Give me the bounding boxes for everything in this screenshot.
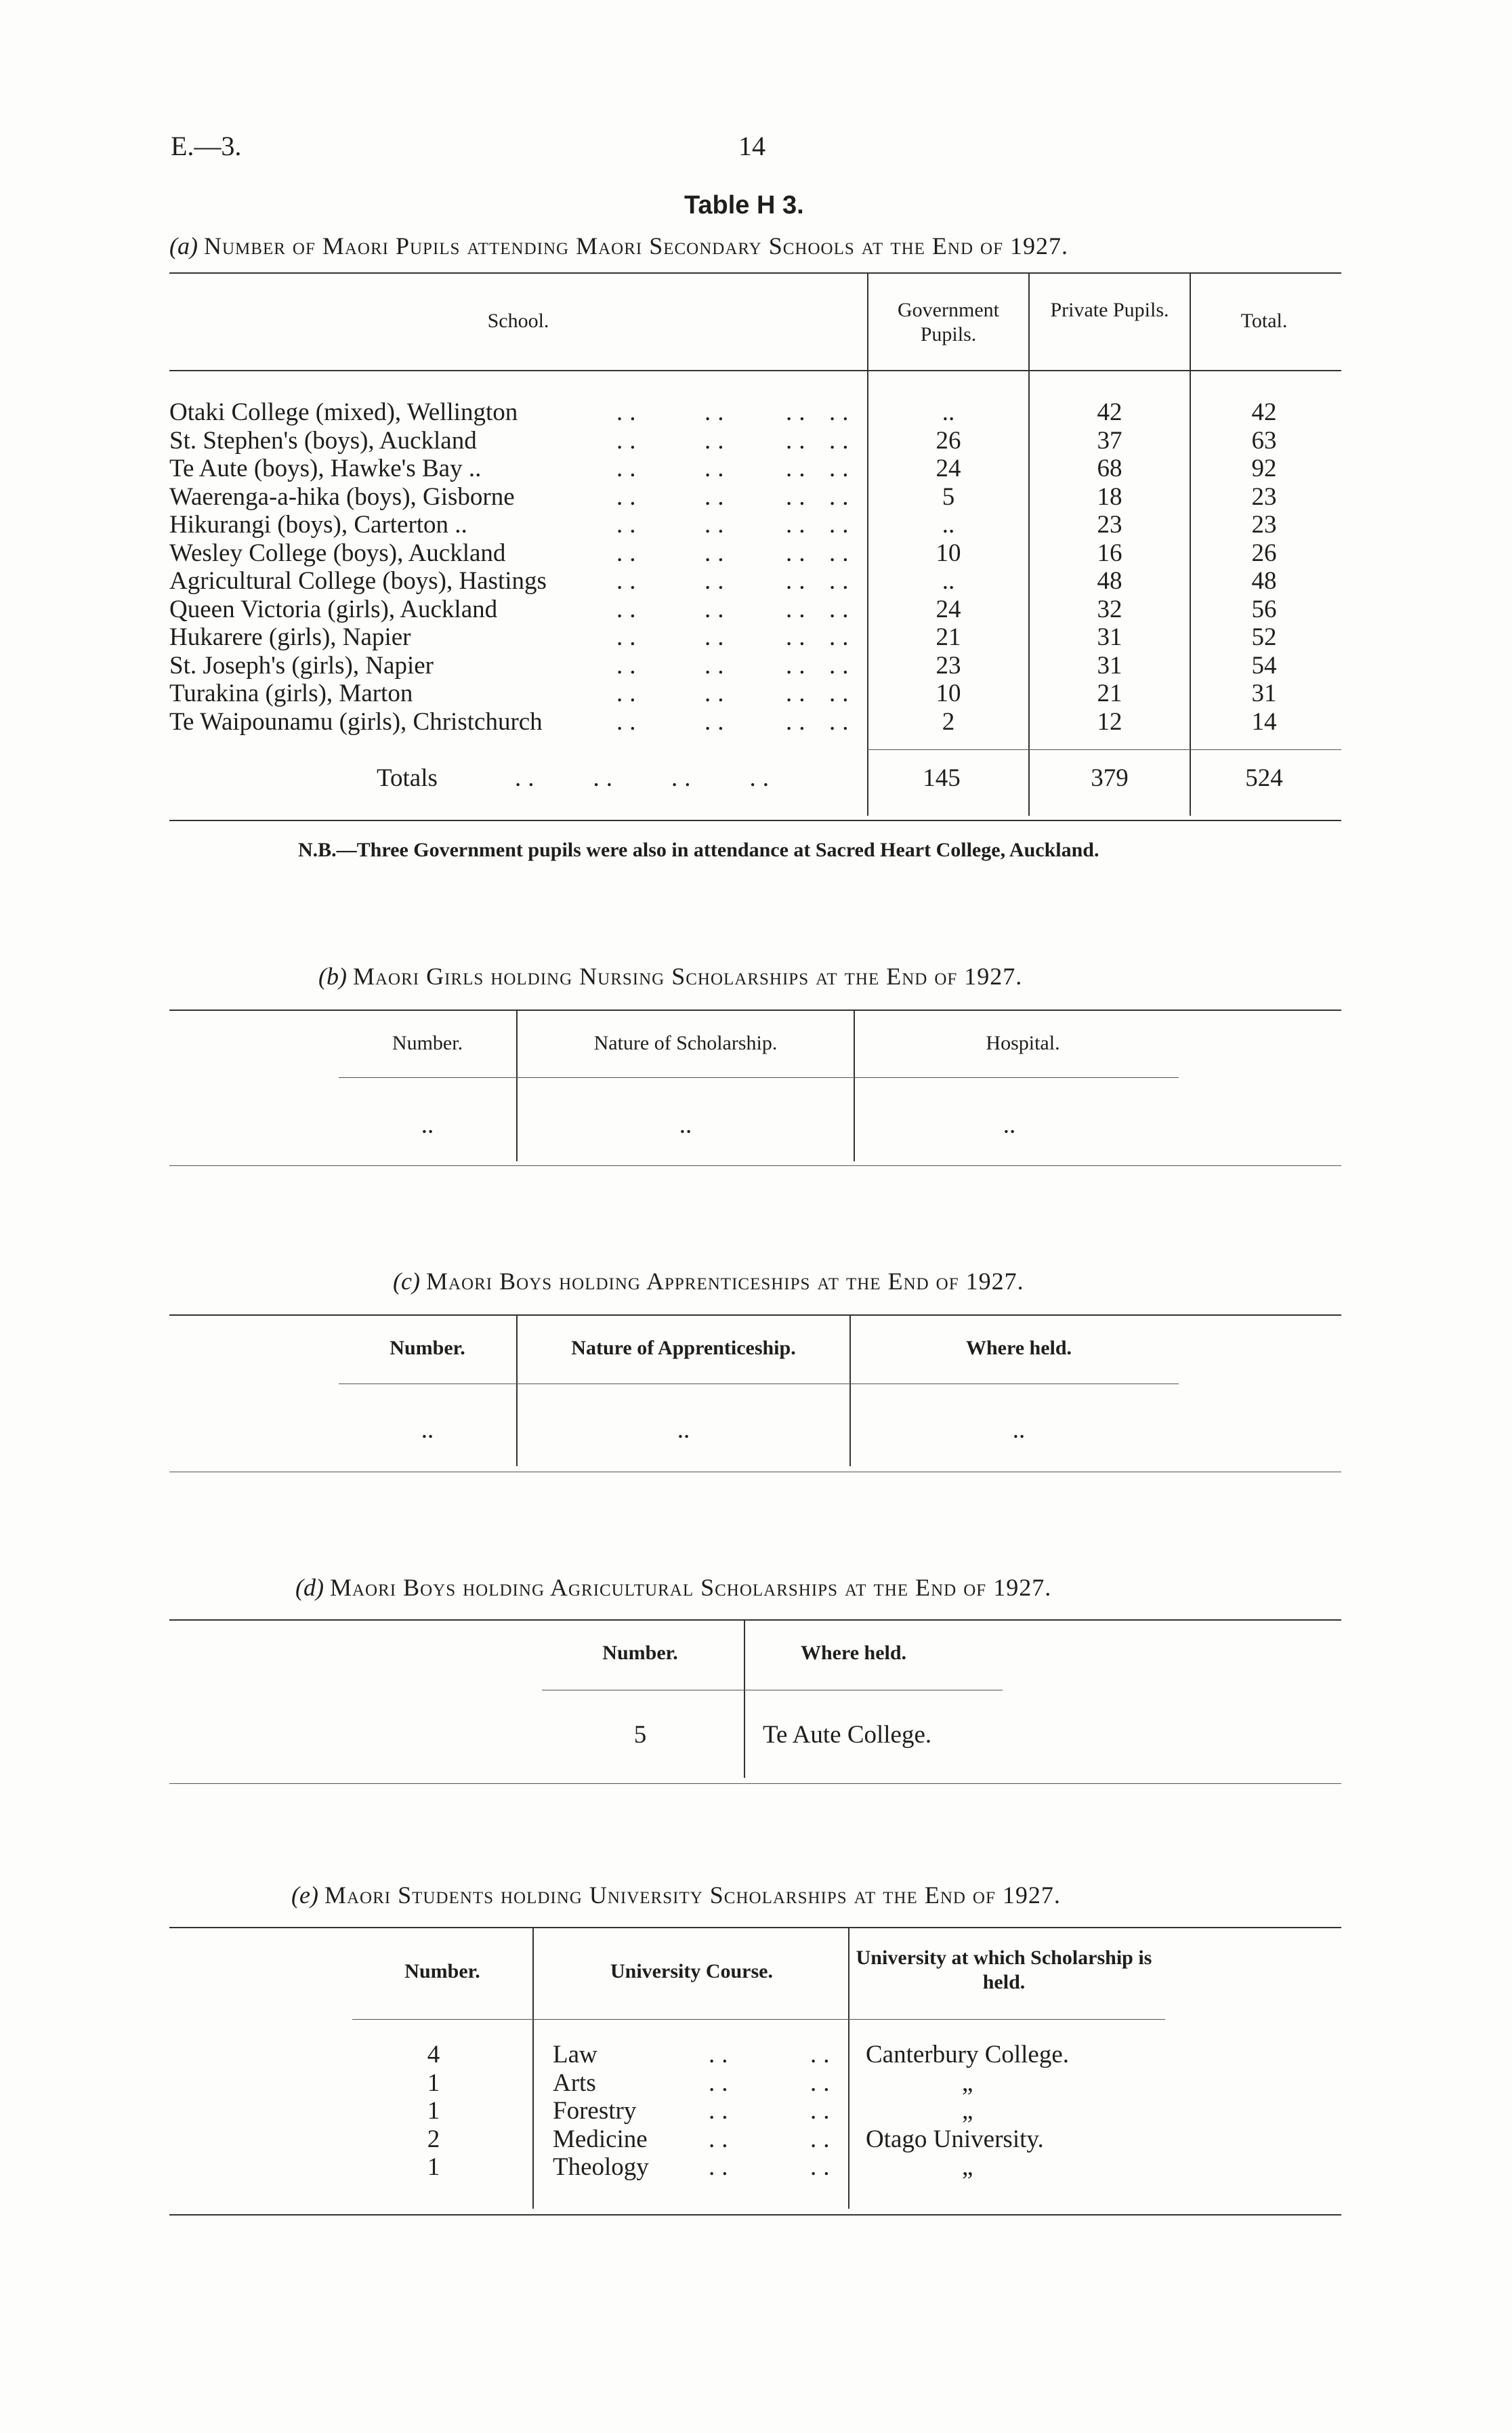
table-a-prefix: (a) bbox=[169, 232, 198, 259]
leader-dots: .. bbox=[786, 651, 812, 680]
table-b-hospital: .. bbox=[1003, 1111, 1016, 1139]
leader-dots: .. bbox=[810, 2097, 837, 2125]
leader-dots: .. bbox=[829, 455, 856, 482]
table-d-top-rule bbox=[169, 1619, 1341, 1621]
leader-dots: .. bbox=[786, 426, 812, 455]
leader-dots: .. bbox=[709, 2041, 735, 2068]
scholar-count: 2 bbox=[427, 2125, 440, 2153]
table-b-header-number: Number. bbox=[392, 1032, 463, 1054]
table-row bbox=[0, 623, 1512, 652]
private-pupils: 37 bbox=[1097, 426, 1122, 455]
table-d-header-number: Number. bbox=[602, 1642, 678, 1664]
page-number: 14 bbox=[738, 131, 765, 161]
leader-dots: .. bbox=[709, 2153, 735, 2181]
table-row bbox=[0, 2097, 1512, 2125]
scholar-count: 1 bbox=[427, 2153, 440, 2181]
leader-dots: .. bbox=[829, 680, 856, 707]
leader-dots: .. bbox=[616, 623, 643, 651]
table-a-header-rule bbox=[169, 370, 1341, 371]
table-d-title bbox=[295, 1573, 1051, 1602]
table-a-totals-row bbox=[0, 764, 1512, 793]
leader-dots: .. bbox=[616, 426, 643, 455]
leader-dots: .. bbox=[705, 426, 731, 455]
table-a-totals-rule bbox=[867, 749, 1341, 750]
table-c-title-text: Maori Boys holding Apprenticeships at the End of 1927. bbox=[425, 1268, 1024, 1295]
table-c-title bbox=[393, 1267, 1024, 1295]
table-b-prefix: (b) bbox=[318, 963, 347, 990]
table-a-top-rule bbox=[169, 272, 1341, 274]
school-name: Te Waipounamu (girls), Christchurch bbox=[169, 707, 543, 736]
leader-dots: .. bbox=[705, 567, 731, 595]
table-row bbox=[0, 2125, 1512, 2154]
totals-label: Totals bbox=[377, 764, 438, 792]
table-b-top-rule bbox=[169, 1010, 1341, 1011]
school-name: Agricultural College (boys), Hastings bbox=[169, 567, 547, 595]
header-government-pupils: Government Pupils. bbox=[898, 299, 999, 346]
leader-dots: .. bbox=[829, 623, 856, 651]
table-e-title-text: Maori Students holding University Scholarships at the End of 1927. bbox=[324, 1881, 1061, 1909]
leader-dots: .. bbox=[829, 595, 856, 623]
table-a-title bbox=[169, 232, 1068, 260]
table-a-col-rule bbox=[1028, 274, 1030, 370]
table-row bbox=[0, 680, 1512, 708]
government-pupils: 21 bbox=[936, 623, 961, 651]
table-d-where: Te Aute College. bbox=[763, 1721, 932, 1749]
leader-dots: .. bbox=[786, 707, 812, 736]
total-pupils: 92 bbox=[1251, 455, 1277, 482]
table-row bbox=[0, 2153, 1512, 2182]
table-e-top-rule bbox=[169, 1927, 1341, 1928]
table-a-col-rule bbox=[1190, 274, 1191, 370]
total-pupils: 23 bbox=[1251, 482, 1277, 511]
table-d-prefix: (d) bbox=[295, 1574, 324, 1601]
table-b-header-rule bbox=[339, 1077, 1179, 1078]
leader-dots: .. bbox=[786, 398, 812, 426]
table-row bbox=[0, 398, 1512, 427]
total-pupils: 26 bbox=[1251, 539, 1277, 567]
university-name: „ bbox=[962, 2097, 973, 2125]
leader-dots: .. bbox=[786, 680, 812, 707]
total-pupils: 63 bbox=[1251, 426, 1277, 455]
leader-dots: .. bbox=[616, 455, 643, 482]
table-b-header-nature: Nature of Scholarship. bbox=[593, 1032, 778, 1054]
school-name: Hukarere (girls), Napier bbox=[169, 623, 411, 651]
university-course: Medicine bbox=[553, 2125, 648, 2153]
leader-dots: .. bbox=[616, 651, 643, 680]
totals-government: 145 bbox=[923, 764, 961, 792]
table-c-prefix: (c) bbox=[393, 1268, 420, 1295]
university-name: Canterbury College. bbox=[866, 2041, 1070, 2068]
leader-dots: .. bbox=[786, 482, 812, 511]
totals-total: 524 bbox=[1245, 764, 1283, 792]
table-b-row bbox=[0, 1111, 1512, 1140]
school-name: Otaki College (mixed), Wellington bbox=[169, 398, 518, 426]
leader-dots: .. bbox=[829, 651, 856, 680]
leader-dots: .. bbox=[786, 595, 812, 623]
school-name: St. Joseph's (girls), Napier bbox=[169, 651, 434, 680]
school-name: Hikurangi (boys), Carterton .. bbox=[169, 511, 467, 539]
table-e-title bbox=[291, 1881, 1061, 1909]
table-a-col-rule bbox=[867, 274, 868, 370]
total-pupils: 42 bbox=[1251, 398, 1277, 426]
school-name: Waerenga-a-hika (boys), Gisborne bbox=[169, 482, 515, 511]
leader-dots: .. .. .. .. bbox=[515, 764, 776, 792]
table-c-header-number: Number. bbox=[390, 1337, 465, 1359]
school-name: Wesley College (boys), Auckland bbox=[169, 539, 506, 567]
government-pupils: 10 bbox=[936, 539, 961, 567]
table-c-number: .. bbox=[421, 1416, 434, 1444]
header-school: School. bbox=[487, 310, 549, 332]
table-e-bottom-rule bbox=[169, 2214, 1341, 2216]
leader-dots: .. bbox=[705, 623, 731, 651]
leader-dots: .. bbox=[709, 2097, 735, 2125]
leader-dots: .. bbox=[616, 511, 643, 539]
table-d-number: 5 bbox=[633, 1721, 647, 1749]
table-e-header-number: Number. bbox=[404, 1960, 480, 1982]
leader-dots: .. bbox=[616, 707, 643, 736]
table-b-header-hospital: Hospital. bbox=[986, 1032, 1060, 1054]
table-row bbox=[0, 511, 1512, 539]
government-pupils: .. bbox=[942, 398, 955, 426]
total-pupils: 52 bbox=[1251, 623, 1277, 651]
total-pupils: 14 bbox=[1251, 707, 1277, 736]
leader-dots: .. bbox=[810, 2041, 837, 2068]
private-pupils: 48 bbox=[1097, 567, 1122, 595]
scholar-count: 1 bbox=[427, 2068, 440, 2097]
table-d-col-rule bbox=[744, 1621, 745, 1778]
leader-dots: .. bbox=[705, 680, 731, 707]
government-pupils: 23 bbox=[936, 651, 961, 680]
table-d-bottom-rule bbox=[169, 1783, 1341, 1784]
table-d-row bbox=[0, 1721, 1512, 1749]
leader-dots: .. bbox=[829, 567, 856, 595]
leader-dots: .. bbox=[810, 2068, 837, 2097]
table-c-header-where: Where held. bbox=[965, 1337, 1072, 1359]
table-a-note: N.B.—Three Government pupils were also in attendance at Sacred Heart College, Auckland. bbox=[298, 839, 1099, 861]
table-e-header-rule bbox=[352, 2019, 1165, 2020]
table-row bbox=[0, 539, 1512, 568]
university-name: Otago University. bbox=[866, 2125, 1044, 2153]
header-private-pupils: Private Pupils. bbox=[1050, 299, 1169, 321]
leader-dots: .. bbox=[616, 482, 643, 511]
private-pupils: 31 bbox=[1097, 651, 1122, 680]
private-pupils: 68 bbox=[1097, 455, 1122, 482]
total-pupils: 23 bbox=[1251, 511, 1277, 539]
table-a-bottom-rule bbox=[169, 820, 1341, 821]
leader-dots: .. bbox=[705, 482, 731, 511]
school-name: Turakina (girls), Marton bbox=[169, 680, 413, 707]
table-row bbox=[0, 708, 1512, 736]
leader-dots: .. bbox=[616, 398, 643, 426]
university-course: Forestry bbox=[553, 2097, 637, 2125]
table-row bbox=[0, 2041, 1512, 2069]
table-e-header-university: University at which Scholarship is held. bbox=[856, 1947, 1152, 1993]
private-pupils: 16 bbox=[1097, 539, 1122, 567]
leader-dots: .. bbox=[786, 567, 812, 595]
private-pupils: 23 bbox=[1097, 511, 1122, 539]
table-title: Table H 3. bbox=[684, 191, 804, 220]
leader-dots: .. bbox=[829, 511, 856, 539]
total-pupils: 48 bbox=[1251, 567, 1277, 595]
leader-dots: .. bbox=[786, 455, 812, 482]
leader-dots: .. bbox=[810, 2153, 837, 2181]
scholar-count: 1 bbox=[427, 2097, 440, 2125]
table-c-where: .. bbox=[1012, 1416, 1026, 1444]
table-b-number: .. bbox=[421, 1111, 434, 1139]
table-b-title-text: Maori Girls holding Nursing Scholarships at the End of 1927. bbox=[352, 963, 1023, 990]
table-row bbox=[0, 567, 1512, 596]
private-pupils: 42 bbox=[1097, 398, 1122, 426]
table-row bbox=[0, 427, 1512, 455]
table-row bbox=[0, 2069, 1512, 2098]
private-pupils: 32 bbox=[1097, 595, 1122, 623]
government-pupils: 2 bbox=[942, 707, 955, 736]
totals-private: 379 bbox=[1091, 764, 1129, 792]
school-name: Te Aute (boys), Hawke's Bay .. bbox=[169, 455, 482, 482]
private-pupils: 12 bbox=[1097, 707, 1122, 736]
table-c-header-nature: Nature of Apprenticeship. bbox=[571, 1337, 796, 1359]
leader-dots: .. bbox=[616, 680, 643, 707]
table-b-bottom-rule bbox=[169, 1165, 1341, 1166]
leader-dots: .. bbox=[829, 707, 856, 736]
table-b-title bbox=[318, 962, 1022, 991]
table-row bbox=[0, 483, 1512, 512]
leader-dots: .. bbox=[829, 426, 856, 455]
table-d-header-where: Where held. bbox=[800, 1642, 907, 1664]
leader-dots: .. bbox=[786, 623, 812, 651]
table-c-nature: .. bbox=[677, 1416, 690, 1444]
university-course: Law bbox=[553, 2041, 597, 2068]
leader-dots: .. bbox=[616, 595, 643, 623]
government-pupils: 26 bbox=[936, 426, 961, 455]
leader-dots: .. bbox=[709, 2068, 735, 2097]
government-pupils: 24 bbox=[936, 595, 961, 623]
page-reference: E.—3. bbox=[171, 131, 242, 161]
leader-dots: .. bbox=[616, 539, 643, 567]
leader-dots: .. bbox=[705, 595, 731, 623]
table-row bbox=[0, 455, 1512, 483]
private-pupils: 31 bbox=[1097, 623, 1122, 651]
private-pupils: 18 bbox=[1097, 482, 1122, 511]
school-name: St. Stephen's (boys), Auckland bbox=[169, 426, 477, 455]
government-pupils: 5 bbox=[942, 482, 955, 511]
government-pupils: .. bbox=[942, 567, 955, 595]
total-pupils: 31 bbox=[1251, 680, 1277, 707]
leader-dots: .. bbox=[705, 651, 731, 680]
university-name: „ bbox=[962, 2153, 973, 2181]
table-a-title-text: Number of Maori Pupils attending Maori Secondary Schools at the End of 1927. bbox=[203, 232, 1068, 259]
table-b-nature: .. bbox=[679, 1111, 692, 1139]
table-d-title-text: Maori Boys holding Agricultural Scholarships at the End of 1927. bbox=[329, 1574, 1052, 1601]
government-pupils: 24 bbox=[936, 455, 961, 482]
university-course: Arts bbox=[553, 2068, 596, 2097]
university-name: „ bbox=[962, 2068, 973, 2097]
table-e-prefix: (e) bbox=[291, 1881, 318, 1909]
leader-dots: .. bbox=[705, 539, 731, 567]
private-pupils: 21 bbox=[1097, 680, 1122, 707]
leader-dots: .. bbox=[709, 2125, 735, 2153]
leader-dots: .. bbox=[829, 482, 856, 511]
leader-dots: .. bbox=[705, 707, 731, 736]
table-row bbox=[0, 652, 1512, 680]
scholar-count: 4 bbox=[427, 2041, 440, 2068]
leader-dots: .. bbox=[705, 398, 731, 426]
leader-dots: .. bbox=[786, 511, 812, 539]
header-total: Total. bbox=[1240, 310, 1288, 332]
table-c-top-rule bbox=[169, 1314, 1341, 1316]
leader-dots: .. bbox=[705, 511, 731, 539]
leader-dots: .. bbox=[829, 398, 856, 426]
table-e-header-course: University Course. bbox=[610, 1960, 773, 1982]
government-pupils: .. bbox=[942, 511, 955, 539]
leader-dots: .. bbox=[786, 539, 812, 567]
leader-dots: .. bbox=[829, 539, 856, 567]
university-course: Theology bbox=[553, 2153, 649, 2181]
table-c-row bbox=[0, 1416, 1512, 1444]
leader-dots: .. bbox=[705, 455, 731, 482]
school-name: Queen Victoria (girls), Auckland bbox=[169, 595, 498, 623]
government-pupils: 10 bbox=[936, 680, 961, 707]
leader-dots: .. bbox=[810, 2125, 837, 2153]
leader-dots: .. bbox=[616, 567, 643, 595]
table-row bbox=[0, 596, 1512, 624]
total-pupils: 56 bbox=[1251, 595, 1277, 623]
total-pupils: 54 bbox=[1251, 651, 1277, 680]
